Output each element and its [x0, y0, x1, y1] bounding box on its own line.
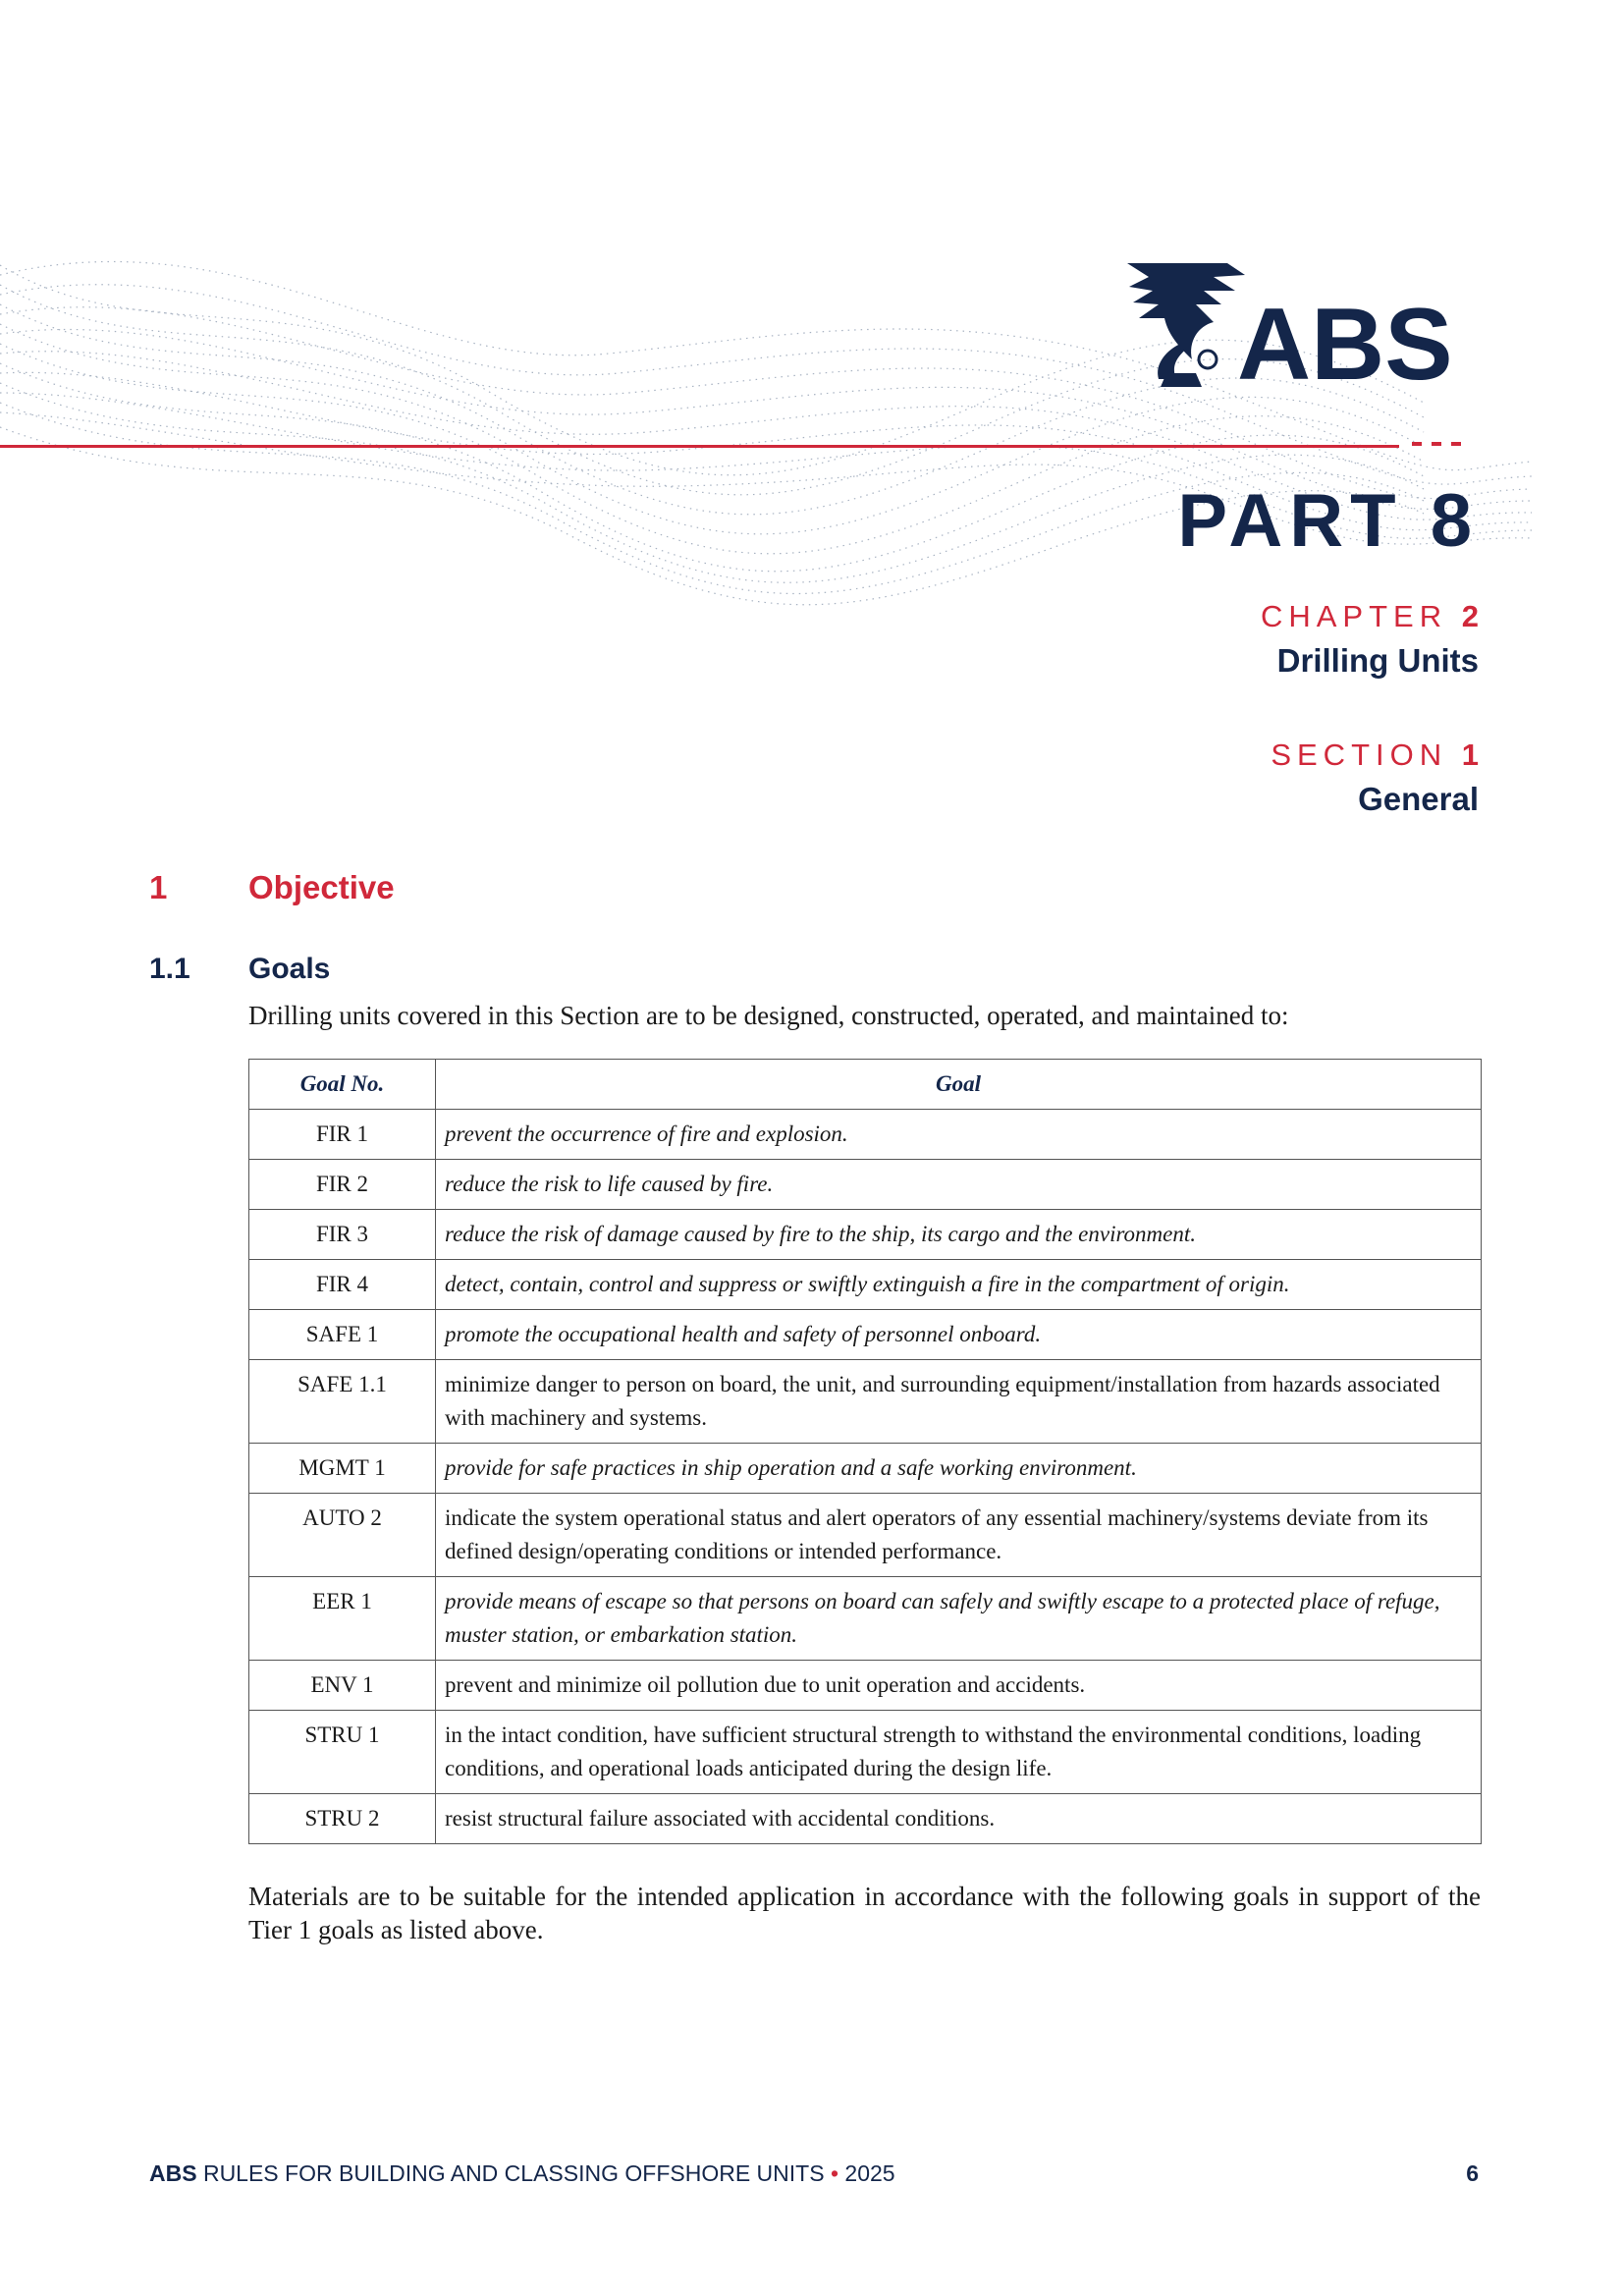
goal-number-cell: AUTO 2: [249, 1494, 436, 1577]
footer-title: [149, 2162, 895, 2185]
section-label-line: [1271, 739, 1479, 770]
table-row: [249, 1310, 1482, 1360]
abs-logo: [1119, 257, 1483, 395]
goal-number-cell: SAFE 1.1: [249, 1360, 436, 1444]
table-row: [249, 1661, 1482, 1711]
page-number: 6: [1466, 2160, 1479, 2186]
goal-text-cell: detect, contain, control and suppress or swiftly extinguish a fire in the compartment of origin.: [436, 1260, 1482, 1310]
goal-text-cell: prevent the occurrence of fire and explosion.: [436, 1110, 1482, 1160]
goal-text-cell: provide means of escape so that persons on board can safely and swiftly escape to a protected place of refuge, muster station, or embarkation station.: [436, 1577, 1482, 1661]
goal-text-cell: reduce the risk to life caused by fire.: [436, 1160, 1482, 1210]
heading-1-number: 1: [149, 869, 168, 905]
goal-text-cell: prevent and minimize oil pollution due to unit operation and accidents.: [436, 1661, 1482, 1711]
table-row: [249, 1494, 1482, 1577]
goal-number-cell: EER 1: [249, 1577, 436, 1661]
column-header-goal-no: Goal No.: [249, 1060, 436, 1110]
goal-number-cell: FIR 1: [249, 1110, 436, 1160]
chapter-label: CHAPTER: [1260, 599, 1448, 633]
eagle-emblem-icon: [1127, 263, 1245, 359]
section-number: 1: [1461, 738, 1479, 772]
table-row: [249, 1110, 1482, 1160]
table-header-row: [249, 1060, 1482, 1110]
chapter-title: Drilling Units: [1276, 642, 1479, 679]
footer-document-title: RULES FOR BUILDING AND CLASSING OFFSHORE UNITS: [202, 2160, 825, 2186]
goal-number-cell: FIR 4: [249, 1260, 436, 1310]
goal-number-cell: STRU 1: [249, 1711, 436, 1794]
chapter-number: 2: [1461, 599, 1479, 633]
footer-separator: •: [830, 2160, 839, 2186]
goal-number-cell: ENV 1: [249, 1661, 436, 1711]
header-rule-dots: [1412, 439, 1463, 449]
section-title: General: [1358, 781, 1479, 817]
intro-paragraph: Drilling units covered in this Section are to be designed, constructed, operated, and maintained to:: [248, 1001, 1289, 1030]
goal-text-cell: provide for safe practices in ship operation and a safe working environment.: [436, 1444, 1482, 1494]
chapter-label-line: [1261, 601, 1479, 631]
goals-table: [248, 1059, 1482, 1844]
table-row: [249, 1360, 1482, 1444]
closing-paragraph: Materials are to be suitable for the intended application in accordance with the following goals in support of the Tier 1 goals as listed above.: [248, 1882, 1481, 1944]
table-row: [249, 1794, 1482, 1844]
goal-text-cell: in the intact condition, have sufficient structural strength to withstand the environmental conditions, loading conditions, and operational loads anticipated during the design life.: [436, 1711, 1482, 1794]
column-header-goal: Goal: [436, 1060, 1482, 1110]
table-row: [249, 1577, 1482, 1661]
header-rule: [0, 445, 1399, 448]
goal-text-cell: resist structural failure associated with accidental conditions.: [436, 1794, 1482, 1844]
footer-brand: ABS: [149, 2160, 197, 2186]
goal-text-cell: reduce the risk of damage caused by fire to the ship, its cargo and the environment.: [436, 1210, 1482, 1260]
goal-number-cell: FIR 3: [249, 1210, 436, 1260]
goals-table-body: [249, 1110, 1482, 1844]
goal-text-cell: indicate the system operational status and alert operators of any essential machinery/systems deviate from its defined design/operating conditions or intended performance.: [436, 1494, 1482, 1577]
table-row: [249, 1210, 1482, 1260]
goal-number-cell: SAFE 1: [249, 1310, 436, 1360]
part-title: PART 8: [1177, 479, 1479, 563]
goal-number-cell: MGMT 1: [249, 1444, 436, 1494]
goal-text-cell: promote the occupational health and safety of personnel onboard.: [436, 1310, 1482, 1360]
goal-text-cell: minimize danger to person on board, the unit, and surrounding equipment/installation from hazards associated with machinery and systems.: [436, 1360, 1482, 1444]
table-row: [249, 1444, 1482, 1494]
section-label: SECTION: [1271, 738, 1448, 772]
logo-wordmark: ABS: [1237, 288, 1453, 395]
heading-2-number: 1.1: [149, 953, 190, 985]
goal-number-cell: FIR 2: [249, 1160, 436, 1210]
heading-1-title: Objective: [248, 869, 395, 905]
table-row: [249, 1260, 1482, 1310]
table-row: [249, 1711, 1482, 1794]
heading-2-title: Goals: [248, 953, 331, 985]
table-row: [249, 1160, 1482, 1210]
goal-number-cell: STRU 2: [249, 1794, 436, 1844]
footer-year: 2025: [844, 2160, 895, 2186]
